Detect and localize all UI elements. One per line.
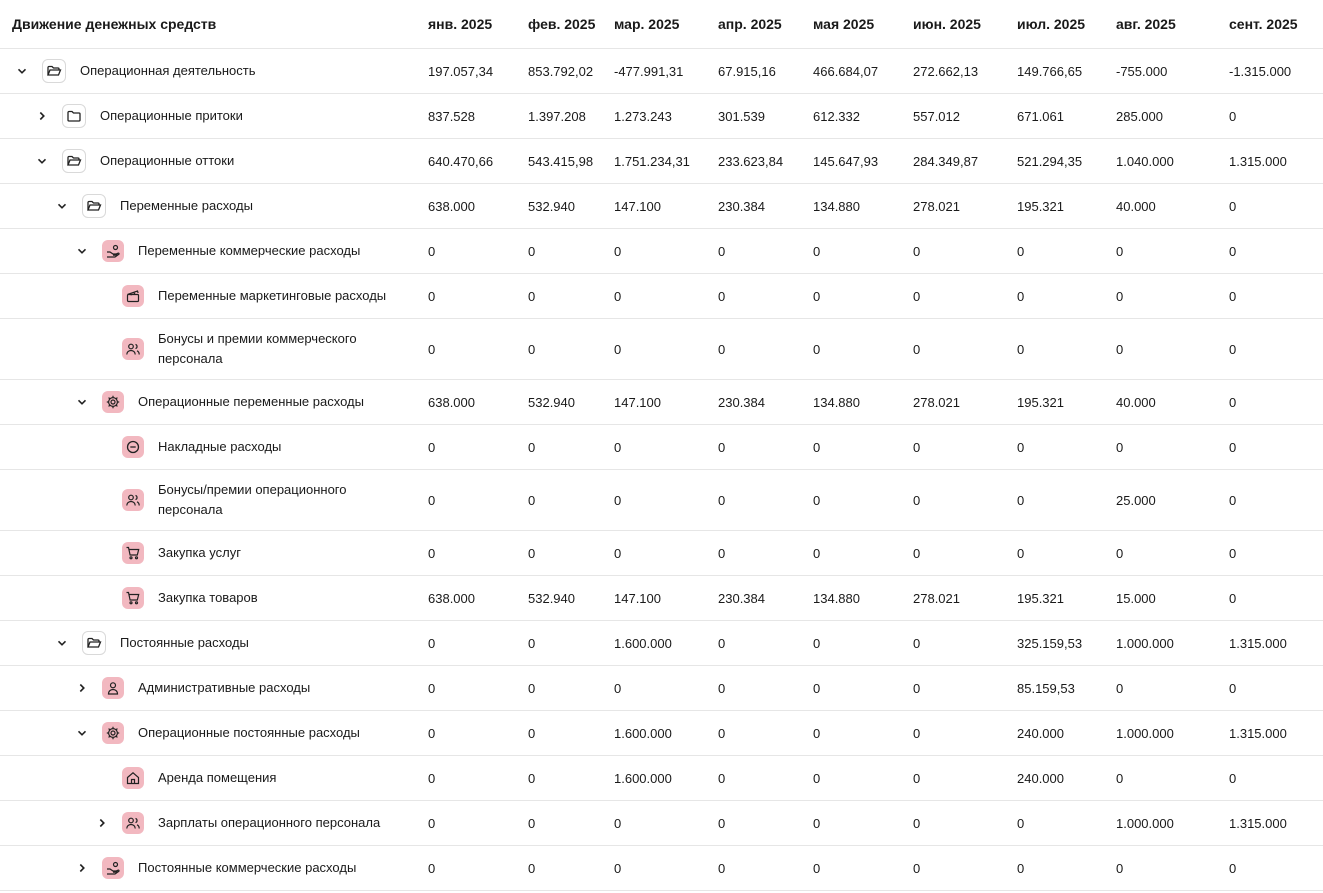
value-cell: 134.880 bbox=[801, 576, 901, 621]
table-row[interactable] bbox=[0, 425, 1323, 470]
value-cell: 0 bbox=[1005, 846, 1104, 891]
value-cell: 0 bbox=[706, 531, 801, 576]
value-cell: 0 bbox=[516, 470, 602, 531]
value-cell: 272.662,13 bbox=[901, 49, 1005, 94]
value-cell: 0 bbox=[706, 621, 801, 666]
value-cell: 0 bbox=[706, 711, 801, 756]
value-cell: 1.000.000 bbox=[1104, 711, 1217, 756]
value-cell: 0 bbox=[801, 666, 901, 711]
value-cell: 0 bbox=[901, 801, 1005, 846]
value-cell: 230.384 bbox=[706, 380, 801, 425]
row-label: Закупка услуг bbox=[158, 545, 241, 560]
value-cell: 0 bbox=[1217, 666, 1323, 711]
value-cell: 1.600.000 bbox=[602, 756, 706, 801]
value-cell: 147.100 bbox=[602, 184, 706, 229]
value-cell: 0 bbox=[1217, 531, 1323, 576]
value-cell: 0 bbox=[1217, 756, 1323, 801]
value-cell: 0 bbox=[801, 425, 901, 470]
value-cell: 1.000.000 bbox=[1104, 801, 1217, 846]
value-cell: 15.000 bbox=[1104, 576, 1217, 621]
value-cell: 0 bbox=[416, 711, 516, 756]
chevron-right-icon[interactable] bbox=[92, 813, 112, 833]
table-row[interactable] bbox=[0, 470, 1323, 531]
value-cell: 1.600.000 bbox=[602, 711, 706, 756]
value-cell: 1.040.000 bbox=[1104, 139, 1217, 184]
month-header: мар. 2025 bbox=[602, 0, 706, 49]
row-name-cell bbox=[0, 274, 416, 319]
chevron-down-icon[interactable] bbox=[72, 392, 92, 412]
value-cell: 0 bbox=[801, 801, 901, 846]
row-name-cell bbox=[0, 666, 416, 711]
value-cell: 25.000 bbox=[1104, 470, 1217, 531]
row-label: Переменные маркетинговые расходы bbox=[158, 288, 387, 303]
value-cell: 1.315.000 bbox=[1217, 139, 1323, 184]
value-cell: 195.321 bbox=[1005, 184, 1104, 229]
value-cell: 0 bbox=[801, 470, 901, 531]
value-cell: 0 bbox=[1104, 425, 1217, 470]
value-cell: 0 bbox=[901, 319, 1005, 380]
row-name-cell bbox=[0, 380, 416, 425]
value-cell: 0 bbox=[1104, 846, 1217, 891]
value-cell: 0 bbox=[602, 531, 706, 576]
home-icon bbox=[122, 767, 144, 789]
value-cell: 0 bbox=[416, 846, 516, 891]
value-cell: 0 bbox=[706, 756, 801, 801]
row-label: Постоянные коммерческие расходы bbox=[138, 860, 357, 875]
value-cell: 0 bbox=[416, 229, 516, 274]
value-cell: 0 bbox=[602, 425, 706, 470]
table-row[interactable] bbox=[0, 666, 1323, 711]
value-cell: 0 bbox=[1217, 229, 1323, 274]
value-cell: 0 bbox=[801, 711, 901, 756]
table-row[interactable] bbox=[0, 94, 1323, 139]
value-cell: 0 bbox=[516, 711, 602, 756]
value-cell: 1.000.000 bbox=[1104, 621, 1217, 666]
value-cell: 0 bbox=[1217, 94, 1323, 139]
value-cell: 837.528 bbox=[416, 94, 516, 139]
value-cell: 0 bbox=[1217, 576, 1323, 621]
row-name-cell bbox=[0, 531, 416, 576]
value-cell: 0 bbox=[416, 425, 516, 470]
value-cell: 197.057,34 bbox=[416, 49, 516, 94]
value-cell: 0 bbox=[516, 756, 602, 801]
value-cell: -477.991,31 bbox=[602, 49, 706, 94]
folder-icon bbox=[62, 104, 86, 128]
value-cell: 230.384 bbox=[706, 184, 801, 229]
value-cell: 0 bbox=[706, 470, 801, 531]
value-cell: 0 bbox=[516, 425, 602, 470]
table-row[interactable] bbox=[0, 380, 1323, 425]
row-name-cell bbox=[0, 94, 416, 139]
value-cell: 240.000 bbox=[1005, 756, 1104, 801]
users-icon bbox=[122, 338, 144, 360]
value-cell: 0 bbox=[901, 425, 1005, 470]
value-cell: 0 bbox=[1217, 425, 1323, 470]
row-label: Зарплаты операционного персонала bbox=[158, 815, 381, 830]
value-cell: 0 bbox=[602, 846, 706, 891]
user-icon bbox=[102, 677, 124, 699]
value-cell: 0 bbox=[901, 274, 1005, 319]
table-row[interactable] bbox=[0, 49, 1323, 94]
row-name-cell bbox=[0, 801, 416, 846]
header-row bbox=[0, 0, 1323, 49]
row-label: Переменные коммерческие расходы bbox=[138, 243, 361, 258]
value-cell: 147.100 bbox=[602, 576, 706, 621]
value-cell: 0 bbox=[602, 229, 706, 274]
table-body bbox=[0, 49, 1323, 891]
value-cell: 0 bbox=[801, 531, 901, 576]
value-cell: 0 bbox=[1217, 846, 1323, 891]
value-cell: 149.766,65 bbox=[1005, 49, 1104, 94]
value-cell: 638.000 bbox=[416, 184, 516, 229]
cart-icon bbox=[122, 542, 144, 564]
table-row[interactable] bbox=[0, 319, 1323, 380]
value-cell: 134.880 bbox=[801, 184, 901, 229]
value-cell: 0 bbox=[1104, 756, 1217, 801]
row-name-cell bbox=[0, 846, 416, 891]
row-label: Переменные расходы bbox=[120, 198, 253, 213]
value-cell: 0 bbox=[1005, 470, 1104, 531]
value-cell: 0 bbox=[602, 274, 706, 319]
value-cell: 145.647,93 bbox=[801, 139, 901, 184]
month-header: сент. 2025 bbox=[1217, 0, 1323, 49]
value-cell: 0 bbox=[416, 621, 516, 666]
value-cell: 278.021 bbox=[901, 380, 1005, 425]
value-cell: 285.000 bbox=[1104, 94, 1217, 139]
row-name-cell bbox=[0, 470, 416, 531]
value-cell: 0 bbox=[1104, 666, 1217, 711]
value-cell: 0 bbox=[706, 229, 801, 274]
row-name-cell bbox=[0, 711, 416, 756]
chevron-down-icon[interactable] bbox=[52, 196, 72, 216]
value-cell: 0 bbox=[801, 319, 901, 380]
value-cell: 0 bbox=[706, 801, 801, 846]
table-row[interactable] bbox=[0, 756, 1323, 801]
table-row[interactable] bbox=[0, 576, 1323, 621]
value-cell: 0 bbox=[516, 229, 602, 274]
value-cell: 0 bbox=[1005, 229, 1104, 274]
value-cell: 0 bbox=[1005, 531, 1104, 576]
table-row[interactable] bbox=[0, 229, 1323, 274]
value-cell: 640.470,66 bbox=[416, 139, 516, 184]
value-cell: 0 bbox=[1217, 319, 1323, 380]
month-header: июн. 2025 bbox=[901, 0, 1005, 49]
value-cell: 301.539 bbox=[706, 94, 801, 139]
value-cell: 195.321 bbox=[1005, 576, 1104, 621]
row-label: Операционные притоки bbox=[100, 108, 243, 123]
value-cell: 0 bbox=[1217, 184, 1323, 229]
row-name-cell bbox=[0, 184, 416, 229]
clapperboard-icon bbox=[122, 285, 144, 307]
gear-icon bbox=[102, 391, 124, 413]
table-row[interactable] bbox=[0, 846, 1323, 891]
value-cell: 466.684,07 bbox=[801, 49, 901, 94]
value-cell: 0 bbox=[416, 274, 516, 319]
value-cell: 147.100 bbox=[602, 380, 706, 425]
value-cell: 0 bbox=[901, 470, 1005, 531]
value-cell: 0 bbox=[516, 846, 602, 891]
value-cell: 0 bbox=[801, 621, 901, 666]
value-cell: 0 bbox=[516, 319, 602, 380]
value-cell: 0 bbox=[602, 319, 706, 380]
value-cell: 0 bbox=[706, 319, 801, 380]
folder-open-icon bbox=[82, 194, 106, 218]
value-cell: 0 bbox=[706, 666, 801, 711]
table-row[interactable] bbox=[0, 139, 1323, 184]
month-header: июл. 2025 bbox=[1005, 0, 1104, 49]
chevron-right-icon[interactable] bbox=[32, 106, 52, 126]
value-cell: 233.623,84 bbox=[706, 139, 801, 184]
value-cell: 1.315.000 bbox=[1217, 621, 1323, 666]
table-row[interactable] bbox=[0, 184, 1323, 229]
value-cell: 853.792,02 bbox=[516, 49, 602, 94]
table-row[interactable] bbox=[0, 531, 1323, 576]
row-name-cell bbox=[0, 49, 416, 94]
value-cell: 40.000 bbox=[1104, 184, 1217, 229]
value-cell: 40.000 bbox=[1104, 380, 1217, 425]
month-header: фев. 2025 bbox=[516, 0, 602, 49]
value-cell: 0 bbox=[901, 756, 1005, 801]
value-cell: 0 bbox=[901, 531, 1005, 576]
value-cell: 0 bbox=[516, 531, 602, 576]
value-cell: 0 bbox=[1104, 319, 1217, 380]
table-title: Движение денежных средств bbox=[0, 0, 416, 49]
chevron-down-icon[interactable] bbox=[12, 61, 32, 81]
row-label: Операционные переменные расходы bbox=[138, 394, 364, 409]
users-icon bbox=[122, 812, 144, 834]
chevron-down-icon[interactable] bbox=[32, 151, 52, 171]
value-cell: 85.159,53 bbox=[1005, 666, 1104, 711]
table-row[interactable] bbox=[0, 711, 1323, 756]
value-cell: 0 bbox=[416, 470, 516, 531]
value-cell: 0 bbox=[602, 801, 706, 846]
value-cell: 638.000 bbox=[416, 380, 516, 425]
value-cell: 0 bbox=[516, 666, 602, 711]
value-cell: 1.600.000 bbox=[602, 621, 706, 666]
chevron-down-icon[interactable] bbox=[72, 723, 92, 743]
value-cell: 1.751.234,31 bbox=[602, 139, 706, 184]
value-cell: 671.061 bbox=[1005, 94, 1104, 139]
row-label: Аренда помещения bbox=[158, 770, 277, 785]
value-cell: 0 bbox=[1005, 319, 1104, 380]
value-cell: 0 bbox=[901, 666, 1005, 711]
row-name-cell bbox=[0, 621, 416, 666]
value-cell: 0 bbox=[901, 229, 1005, 274]
table-row[interactable] bbox=[0, 274, 1323, 319]
value-cell: 0 bbox=[1005, 425, 1104, 470]
value-cell: 0 bbox=[602, 470, 706, 531]
value-cell: 1.315.000 bbox=[1217, 801, 1323, 846]
value-cell: 0 bbox=[1104, 531, 1217, 576]
value-cell: 0 bbox=[1104, 229, 1217, 274]
value-cell: 0 bbox=[1005, 274, 1104, 319]
value-cell: 0 bbox=[801, 274, 901, 319]
chevron-right-icon[interactable] bbox=[72, 678, 92, 698]
row-label: Операционная деятельность bbox=[80, 63, 256, 78]
hand-coins-icon bbox=[102, 857, 124, 879]
value-cell: 0 bbox=[801, 756, 901, 801]
value-cell: 557.012 bbox=[901, 94, 1005, 139]
value-cell: 134.880 bbox=[801, 380, 901, 425]
value-cell: 532.940 bbox=[516, 576, 602, 621]
table-row[interactable] bbox=[0, 801, 1323, 846]
value-cell: 0 bbox=[416, 801, 516, 846]
value-cell: 0 bbox=[416, 531, 516, 576]
row-name-cell bbox=[0, 229, 416, 274]
value-cell: 0 bbox=[416, 319, 516, 380]
value-cell: 0 bbox=[901, 621, 1005, 666]
row-label: Бонусы и премии коммерческого персонала bbox=[158, 331, 357, 366]
row-name-cell bbox=[0, 139, 416, 184]
value-cell: 1.273.243 bbox=[602, 94, 706, 139]
row-name-cell bbox=[0, 425, 416, 470]
value-cell: 195.321 bbox=[1005, 380, 1104, 425]
table-row[interactable] bbox=[0, 621, 1323, 666]
value-cell: 0 bbox=[801, 846, 901, 891]
value-cell: 0 bbox=[416, 666, 516, 711]
value-cell: 0 bbox=[1005, 801, 1104, 846]
value-cell: 0 bbox=[516, 801, 602, 846]
row-label: Постоянные расходы bbox=[120, 635, 249, 650]
chevron-right-icon[interactable] bbox=[72, 858, 92, 878]
chevron-down-icon[interactable] bbox=[52, 633, 72, 653]
minus-circle-icon bbox=[122, 436, 144, 458]
value-cell: 532.940 bbox=[516, 380, 602, 425]
value-cell: 0 bbox=[1217, 470, 1323, 531]
value-cell: 612.332 bbox=[801, 94, 901, 139]
row-label: Накладные расходы bbox=[158, 439, 282, 454]
month-header: авг. 2025 bbox=[1104, 0, 1217, 49]
folder-open-icon bbox=[82, 631, 106, 655]
value-cell: -1.315.000 bbox=[1217, 49, 1323, 94]
value-cell: 1.315.000 bbox=[1217, 711, 1323, 756]
gear-icon bbox=[102, 722, 124, 744]
chevron-down-icon[interactable] bbox=[72, 241, 92, 261]
value-cell: 1.397.208 bbox=[516, 94, 602, 139]
row-label: Закупка товаров bbox=[158, 590, 258, 605]
value-cell: 0 bbox=[416, 756, 516, 801]
users-icon bbox=[122, 489, 144, 511]
month-header: янв. 2025 bbox=[416, 0, 516, 49]
row-name-cell bbox=[0, 576, 416, 621]
value-cell: 0 bbox=[1217, 274, 1323, 319]
value-cell: 0 bbox=[516, 621, 602, 666]
row-label: Административные расходы bbox=[138, 680, 311, 695]
folder-open-icon bbox=[62, 149, 86, 173]
row-label: Операционные постоянные расходы bbox=[138, 725, 360, 740]
value-cell: 0 bbox=[706, 846, 801, 891]
value-cell: 0 bbox=[516, 274, 602, 319]
value-cell: 67.915,16 bbox=[706, 49, 801, 94]
value-cell: 230.384 bbox=[706, 576, 801, 621]
value-cell: 0 bbox=[901, 711, 1005, 756]
row-label: Бонусы/премии операционного персонала bbox=[158, 482, 347, 517]
folder-open-icon bbox=[42, 59, 66, 83]
value-cell: 278.021 bbox=[901, 576, 1005, 621]
row-label: Операционные оттоки bbox=[100, 153, 235, 168]
value-cell: 0 bbox=[602, 666, 706, 711]
hand-coins-icon bbox=[102, 240, 124, 262]
value-cell: 543.415,98 bbox=[516, 139, 602, 184]
row-name-cell bbox=[0, 319, 416, 380]
row-name-cell bbox=[0, 756, 416, 801]
value-cell: 0 bbox=[1104, 274, 1217, 319]
month-header: мая 2025 bbox=[801, 0, 901, 49]
value-cell: 325.159,53 bbox=[1005, 621, 1104, 666]
value-cell: -755.000 bbox=[1104, 49, 1217, 94]
value-cell: 278.021 bbox=[901, 184, 1005, 229]
value-cell: 0 bbox=[901, 846, 1005, 891]
value-cell: 0 bbox=[706, 274, 801, 319]
cart-icon bbox=[122, 587, 144, 609]
value-cell: 0 bbox=[1217, 380, 1323, 425]
value-cell: 0 bbox=[801, 229, 901, 274]
value-cell: 521.294,35 bbox=[1005, 139, 1104, 184]
value-cell: 284.349,87 bbox=[901, 139, 1005, 184]
value-cell: 0 bbox=[706, 425, 801, 470]
value-cell: 240.000 bbox=[1005, 711, 1104, 756]
month-header: апр. 2025 bbox=[706, 0, 801, 49]
value-cell: 638.000 bbox=[416, 576, 516, 621]
value-cell: 532.940 bbox=[516, 184, 602, 229]
